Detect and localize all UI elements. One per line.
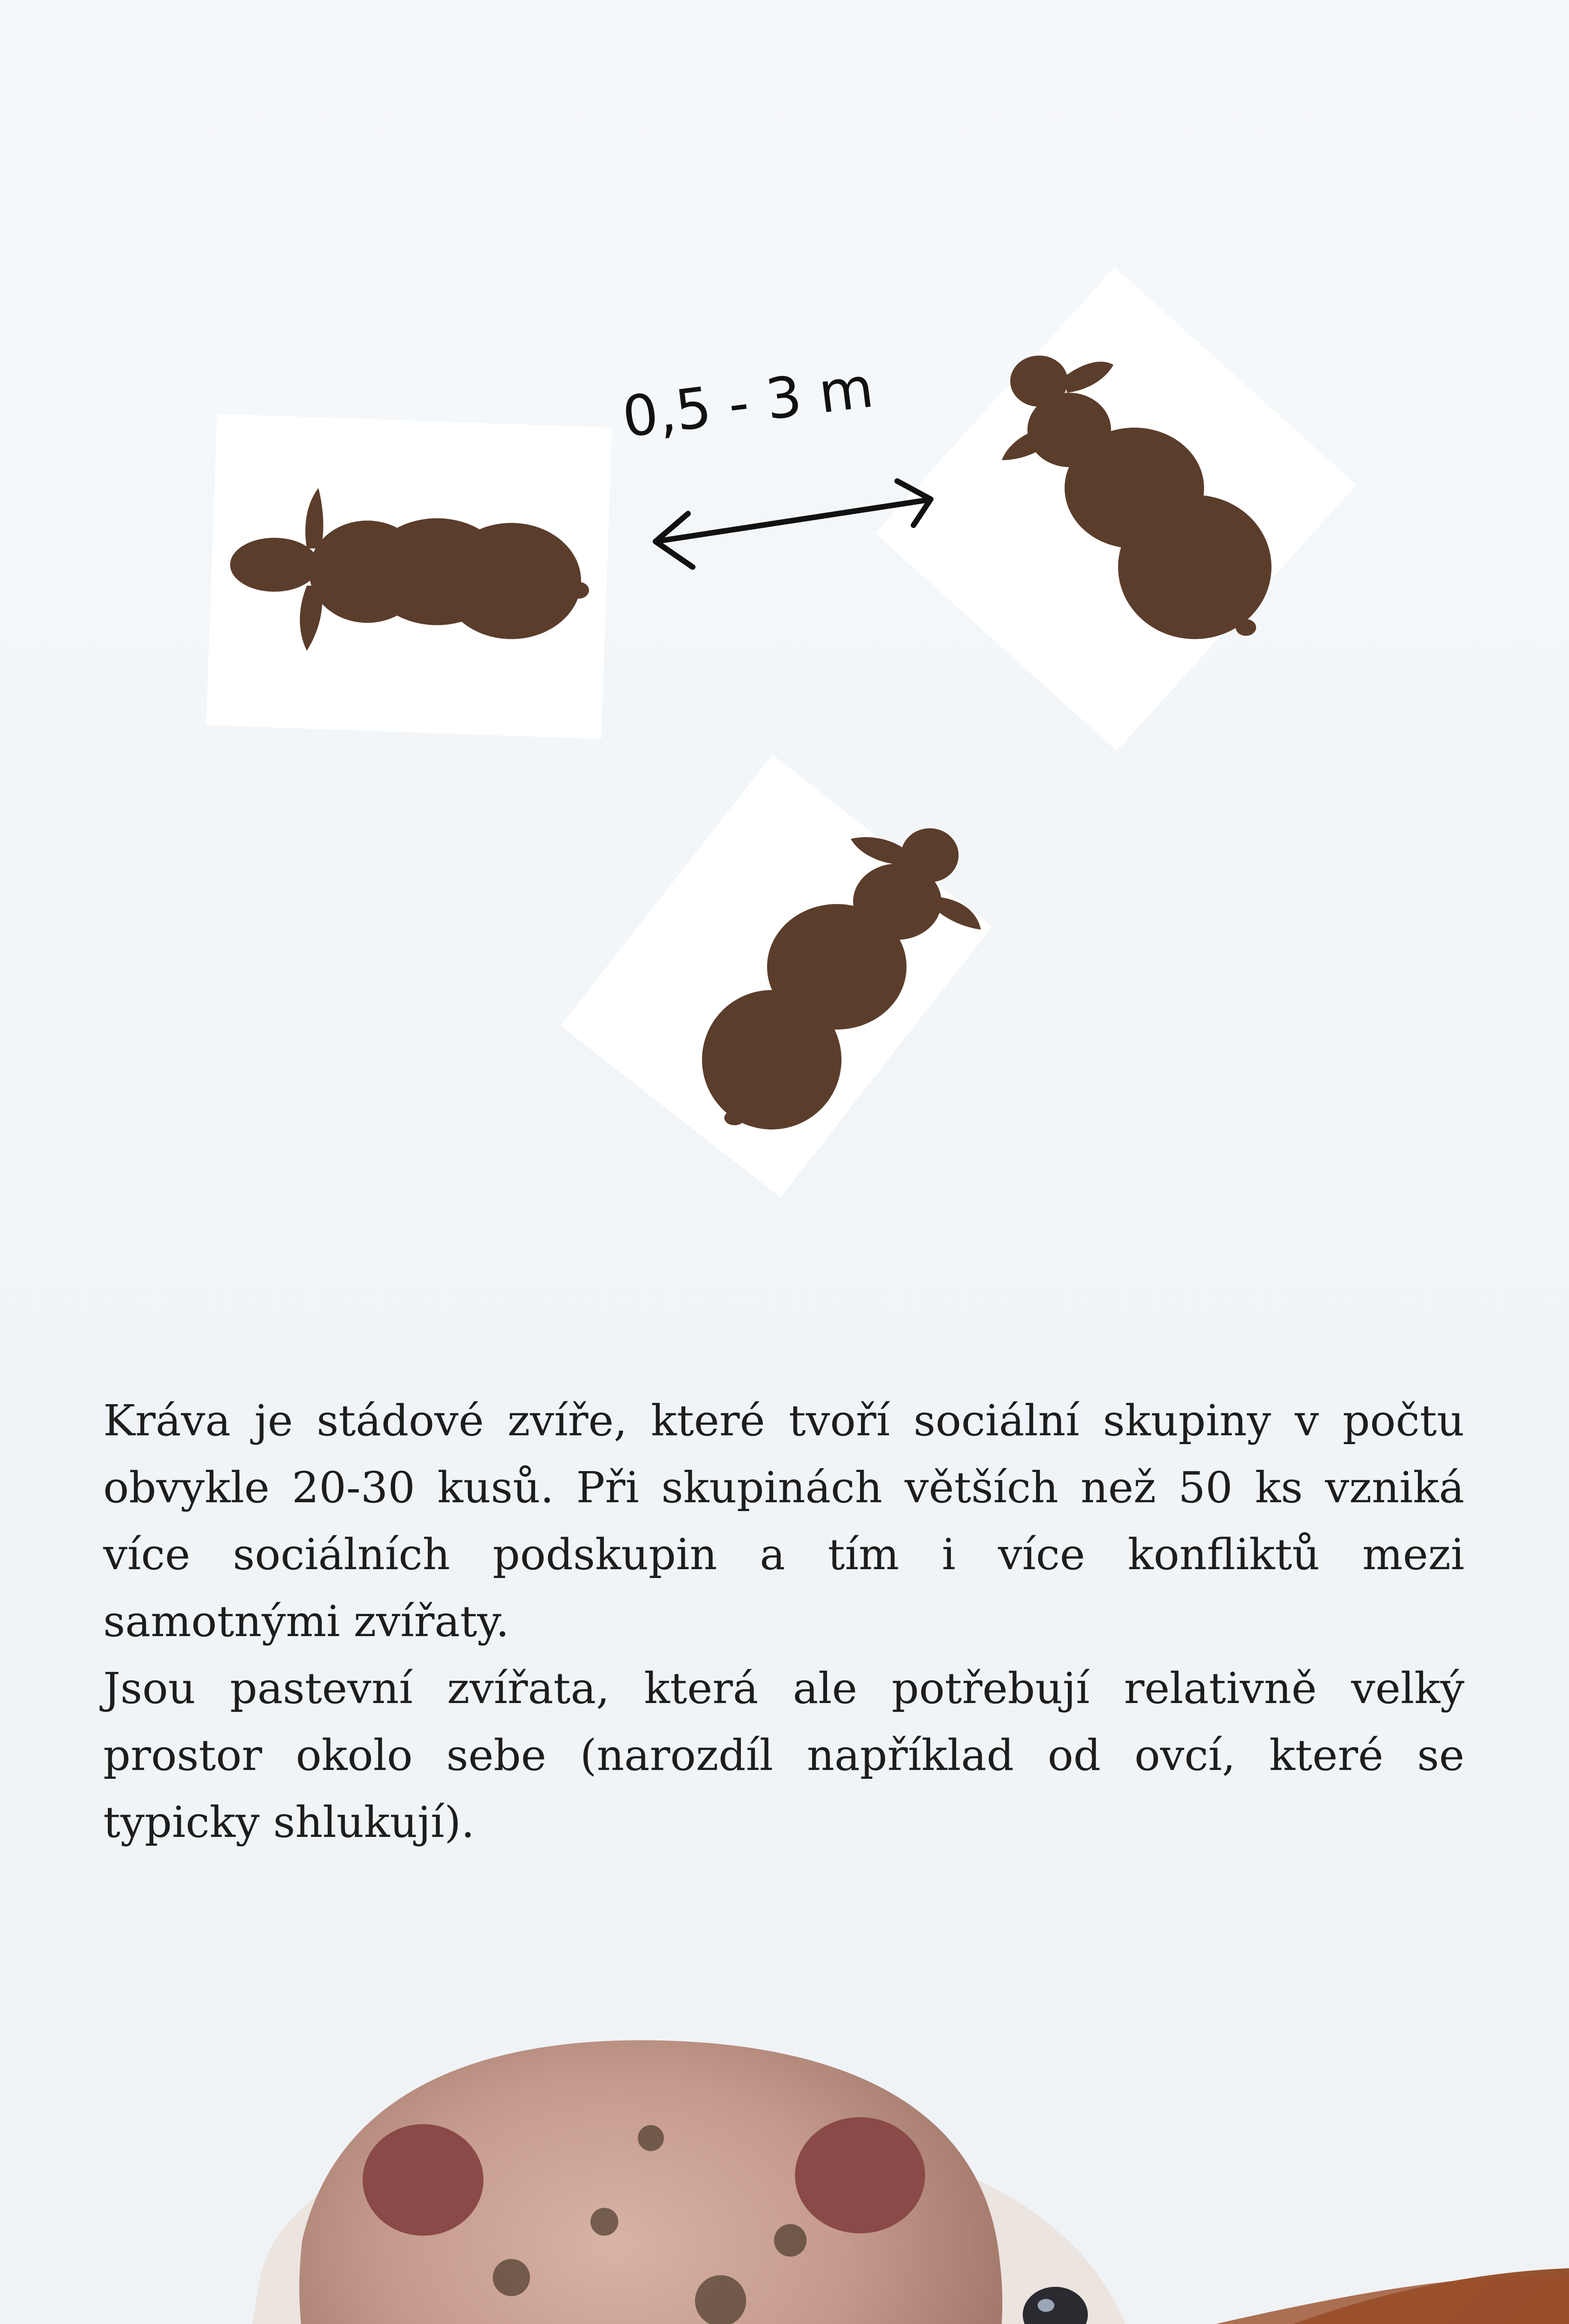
double-arrow-icon (646, 469, 948, 586)
paragraph-grazing: Jsou pastevní zvířata, která ale potřebují relativně velký prostor okolo sebe (narozdíl například od ovcí, které se typicky shlukují). (103, 1664, 1464, 1847)
cow-silhouette-bottom (697, 818, 986, 1143)
cow-nose-photo (0, 1859, 1569, 2324)
body-text (103, 1387, 1464, 1856)
cow-silhouette-left (228, 479, 600, 665)
distance-label: 0,5 - 3 m (619, 355, 877, 450)
paragraph-herd: Kráva je stádové zvíře, které tvoří sociální skupiny v počtu obvykle 20-30 kusů. Při skupinách větších než 50 ks vzniká více sociálních podskupin a tím i více konfliktů mezi samotnými zvířaty. (103, 1396, 1464, 1646)
cow-silhouette-right (995, 349, 1292, 655)
